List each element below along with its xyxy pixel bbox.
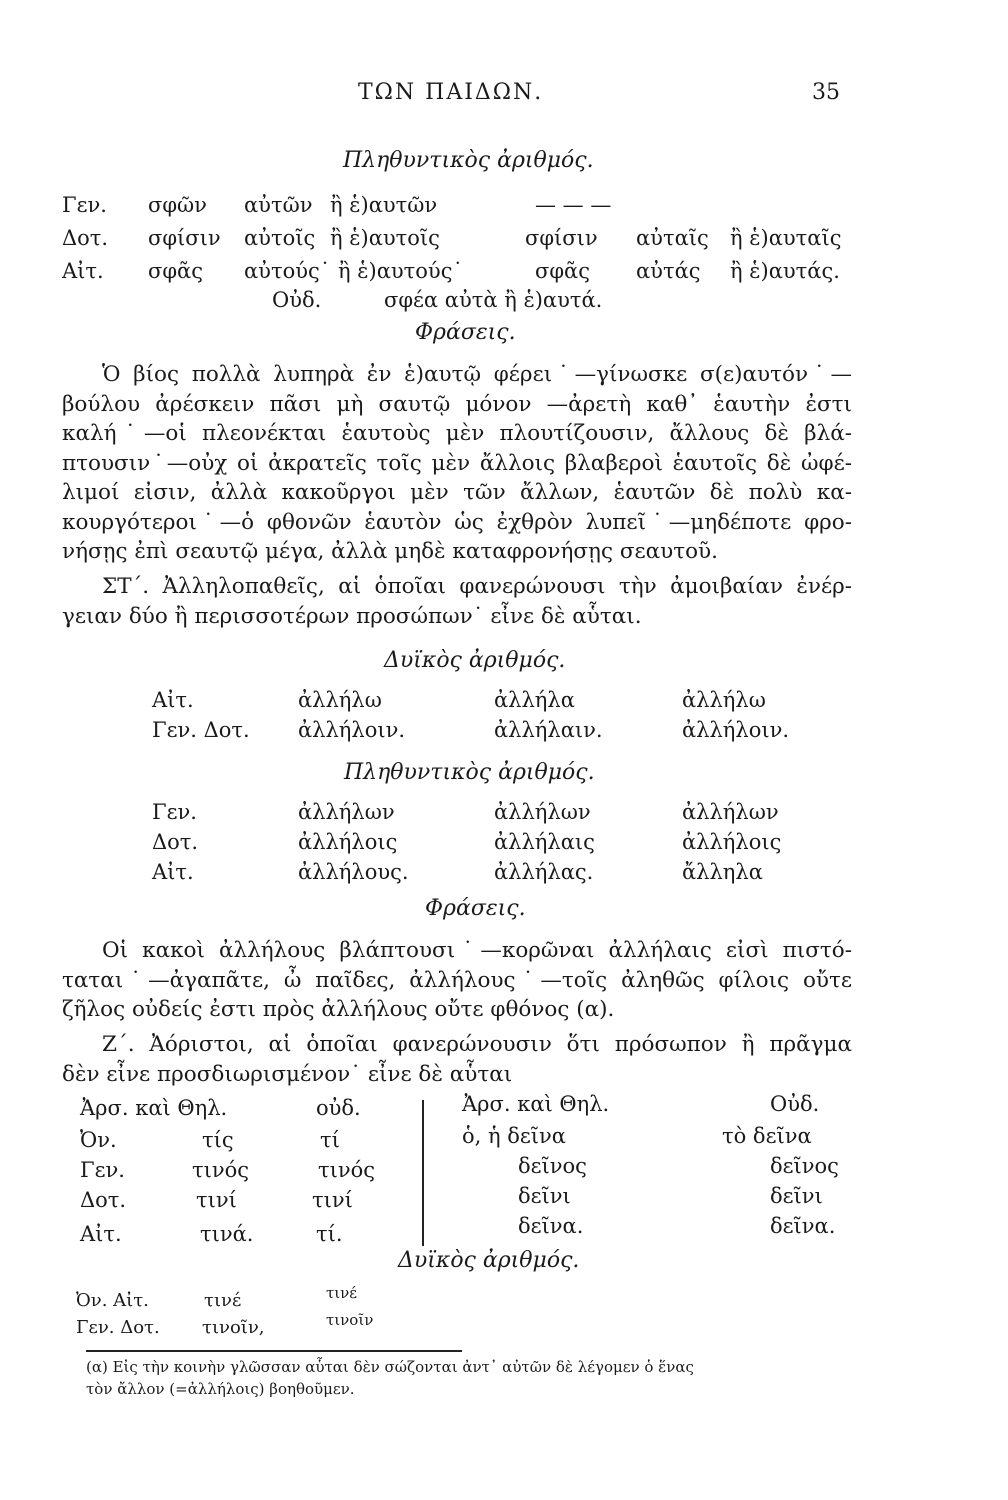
case-label: Γεν. Δοτ. [152, 718, 250, 742]
text-line: βούλου ἀρέσκειν πᾶσι μὴ σαυτῷ μόνον —ἀρετὴ καθ᾽ ἑαυτὴν ἐστι [62, 391, 852, 417]
pronoun-form: δεῖνα. [518, 1214, 584, 1238]
pronoun-form: τίς [202, 1128, 234, 1152]
pronoun-form: τινά. [200, 1222, 254, 1246]
footnote-rule [86, 1350, 462, 1352]
pronoun-form: ἢ ἑ)αυτοῖς [330, 226, 440, 250]
text-line: νήσῃς ἐπὶ σεαυτῷ μέγα, ἀλλὰ μηδὲ καταφρονήσῃς σεαυτοῦ. [62, 539, 718, 564]
pronoun-form: ἀλλήλοιν. [682, 718, 790, 742]
phrases-heading: Φράσεις. [415, 320, 516, 345]
pronoun-form: τινέ [326, 1284, 358, 1302]
pronoun-form: τινός [318, 1158, 376, 1182]
pronoun-form: δεῖνι [770, 1184, 823, 1208]
pronoun-form: σφίσιν [148, 226, 221, 250]
pronoun-form: δεῖνος [770, 1154, 839, 1178]
text-line: πτουσιν˙—οὐχ οἱ ἀκρατεῖς τοῖς μὲν ἄλλοις βλαβεροὶ ἑαυτοῖς δὲ ὠφέ- [62, 450, 852, 476]
phrases-paragraph [62, 936, 852, 1025]
text-line: Ὁ βίος πολλὰ λυπηρὰ ἐν ἑ)αυτῷ φέρει˙—γίνωσκε σ(ε)αυτόν˙— [102, 362, 852, 387]
pronoun-form: δεῖνα. [770, 1214, 836, 1238]
text-line: καλή˙—οἱ πλεονέκται ἑαυτοὺς μὲν πλουτίζουσιν, ἄλλους δὲ βλά- [62, 421, 852, 446]
case-label: Δοτ. [152, 830, 199, 854]
pronoun-form: τί [320, 1128, 340, 1152]
pronoun-form: σφίσιν [525, 226, 598, 250]
dual-heading: Δυϊκὸς ἀριθμός. [398, 1248, 580, 1273]
section-z-paragraph [62, 1030, 852, 1089]
case-label: Γεν. [152, 800, 197, 824]
pronoun-form: — — — [535, 193, 612, 217]
pronoun-form: τινέ [204, 1290, 242, 1311]
pronoun-form: ἀλλήλαιν. [494, 718, 603, 742]
pronoun-form: ἄλληλα [682, 860, 763, 884]
pronoun-form: ὁ, ἡ δεῖνα [462, 1124, 566, 1148]
footnote-line: (α) Εἰς τὴν κοινὴν γλῶσσαν αὗται δὲν σώζονται ἀντ᾽ αὐτῶν δὲ λέγομεν ὁ ἕνας [86, 1358, 694, 1376]
pronoun-form: ἀλλήλων [298, 800, 395, 824]
case-label: Γεν. Δοτ. [76, 1317, 160, 1338]
pronoun-form: αὐτοῖς [244, 226, 316, 250]
text-line: Ζ΄. Ἀόριστοι, αἱ ὁποῖαι φανερώνουσιν ὅτι πρόσωπον ἢ πρᾶγμα [102, 1032, 852, 1057]
pronoun-form: τινός [192, 1158, 250, 1182]
column-divider [422, 1100, 424, 1246]
case-label: Αἰτ. [62, 259, 104, 283]
pronoun-form: αὐτούς˙ [244, 259, 331, 283]
pronoun-form: ἀλλήλων [494, 800, 591, 824]
pronoun-form: τὸ δεῖνα [722, 1124, 812, 1148]
page-number: 35 [812, 80, 840, 105]
pronoun-form: αὐτῶν [244, 193, 313, 217]
pronoun-form: ἀλλήλοις [682, 830, 782, 854]
text-line: γειαν δύο ἢ περισσοτέρων προσώπων˙ εἶνε δὲ αὗται. [62, 603, 642, 629]
pronoun-form: ἀλλήλα [494, 688, 575, 712]
running-header: ΤΩΝ ΠΑΙΔΩΝ. [358, 80, 544, 105]
case-label: Γεν. [62, 193, 107, 217]
neuter-forms: σφέα αὐτὰ ἢ ἑ)αυτά. [384, 288, 603, 312]
plural-heading: Πληθυντικὸς ἀριθμός. [343, 148, 594, 173]
pronoun-form: ἢ ἑ)αυτῶν [330, 193, 438, 217]
pronoun-form: ἀλλήλας. [494, 860, 594, 884]
case-label: Ὀν. [80, 1128, 117, 1152]
plural-heading: Πληθυντικὸς ἀριθμός. [344, 760, 595, 785]
pronoun-form: τινοῖν, [202, 1317, 265, 1338]
pronoun-form: σφᾶς [535, 259, 590, 283]
column-header: οὐδ. [316, 1096, 361, 1120]
pronoun-form: ἀλλήλαις [494, 830, 595, 854]
pronoun-form: αὐτάς [636, 259, 701, 283]
pronoun-form: ἢ ἑ)αυτάς. [730, 259, 840, 283]
pronoun-form: δεῖνος [518, 1154, 587, 1178]
text-line: Οἱ κακοὶ ἀλλήλους βλάπτουσι˙—κορῶναι ἀλλήλαις εἰσὶ πιστό- [102, 938, 852, 963]
pronoun-form: σφῶν [148, 193, 207, 217]
pronoun-form: τινί [196, 1188, 237, 1212]
pronoun-form: δεῖνι [518, 1184, 571, 1208]
pronoun-form: ἀλλήλοιν. [298, 718, 406, 742]
text-line: ταται˙—ἀγαπᾶτε, ὦ παῖδες, ἀλλήλους˙—τοῖς ἀληθῶς φίλοις οὔτε [62, 967, 852, 993]
case-label: Αἰτ. [80, 1222, 122, 1246]
pronoun-form: ἀλλήλοις [298, 830, 398, 854]
phrases-paragraph [62, 360, 852, 567]
pronoun-form: τινί [312, 1188, 353, 1212]
pronoun-form: ἢ ἑ)αυτούς˙ [338, 259, 463, 283]
case-label: Αἰτ. [152, 860, 194, 884]
pronoun-form: ἀλλήλω [682, 688, 766, 712]
section-st-paragraph [62, 572, 852, 631]
text-line: ζῆλος οὐδείς ἐστι πρὸς ἀλλήλους οὔτε φθόνος (α). [62, 997, 615, 1022]
pronoun-form: ἀλλήλους. [298, 860, 409, 884]
phrases-heading: Φράσεις. [425, 896, 526, 921]
footnote-line: τὸν ἄλλον (=ἀλλήλοις) βοηθοῦμεν. [86, 1380, 355, 1398]
case-label: Δοτ. [80, 1188, 127, 1212]
pronoun-form: αὐταῖς [636, 226, 709, 250]
text-line: κουργότεροι˙—ὁ φθονῶν ἑαυτὸν ὡς ἐχθρὸν λυπεῖ˙—μηδέποτε φρο- [62, 509, 852, 535]
case-label: Δοτ. [62, 226, 109, 250]
text-line: δὲν εἶνε προσδιωρισμένον˙ εἶνε δὲ αὗται [62, 1061, 513, 1087]
pronoun-form: τινοῖν [326, 1311, 374, 1329]
pronoun-form: ἢ ἑ)αυταῖς [730, 226, 842, 250]
neuter-label: Οὐδ. [272, 288, 322, 312]
column-header: Ἀρσ. καὶ Θηλ. [462, 1092, 610, 1116]
pronoun-form: ἀλλήλων [682, 800, 779, 824]
column-header: Οὐδ. [770, 1092, 820, 1116]
dual-heading: Δυϊκὸς ἀριθμός. [384, 648, 566, 673]
text-line: ΣΤ΄. Ἀλληλοπαθεῖς, αἱ ὁποῖαι φανερώνουσι τὴν ἀμοιβαίαν ἐνέρ- [102, 574, 852, 599]
case-label: Αἰτ. [152, 688, 194, 712]
pronoun-form: ἀλλήλω [298, 688, 382, 712]
pronoun-form: τί. [316, 1222, 343, 1246]
column-header: Ἀρσ. καὶ Θηλ. [80, 1096, 228, 1120]
case-label: Γεν. [80, 1158, 125, 1182]
text-line: λιμοί εἰσιν, ἀλλὰ κακοῦργοι μὲν τῶν ἄλλων, ἑαυτῶν δὲ πολὺ κα- [62, 480, 852, 505]
pronoun-form: σφᾶς [148, 259, 203, 283]
case-label: Ὀν. Αἰτ. [76, 1290, 149, 1311]
